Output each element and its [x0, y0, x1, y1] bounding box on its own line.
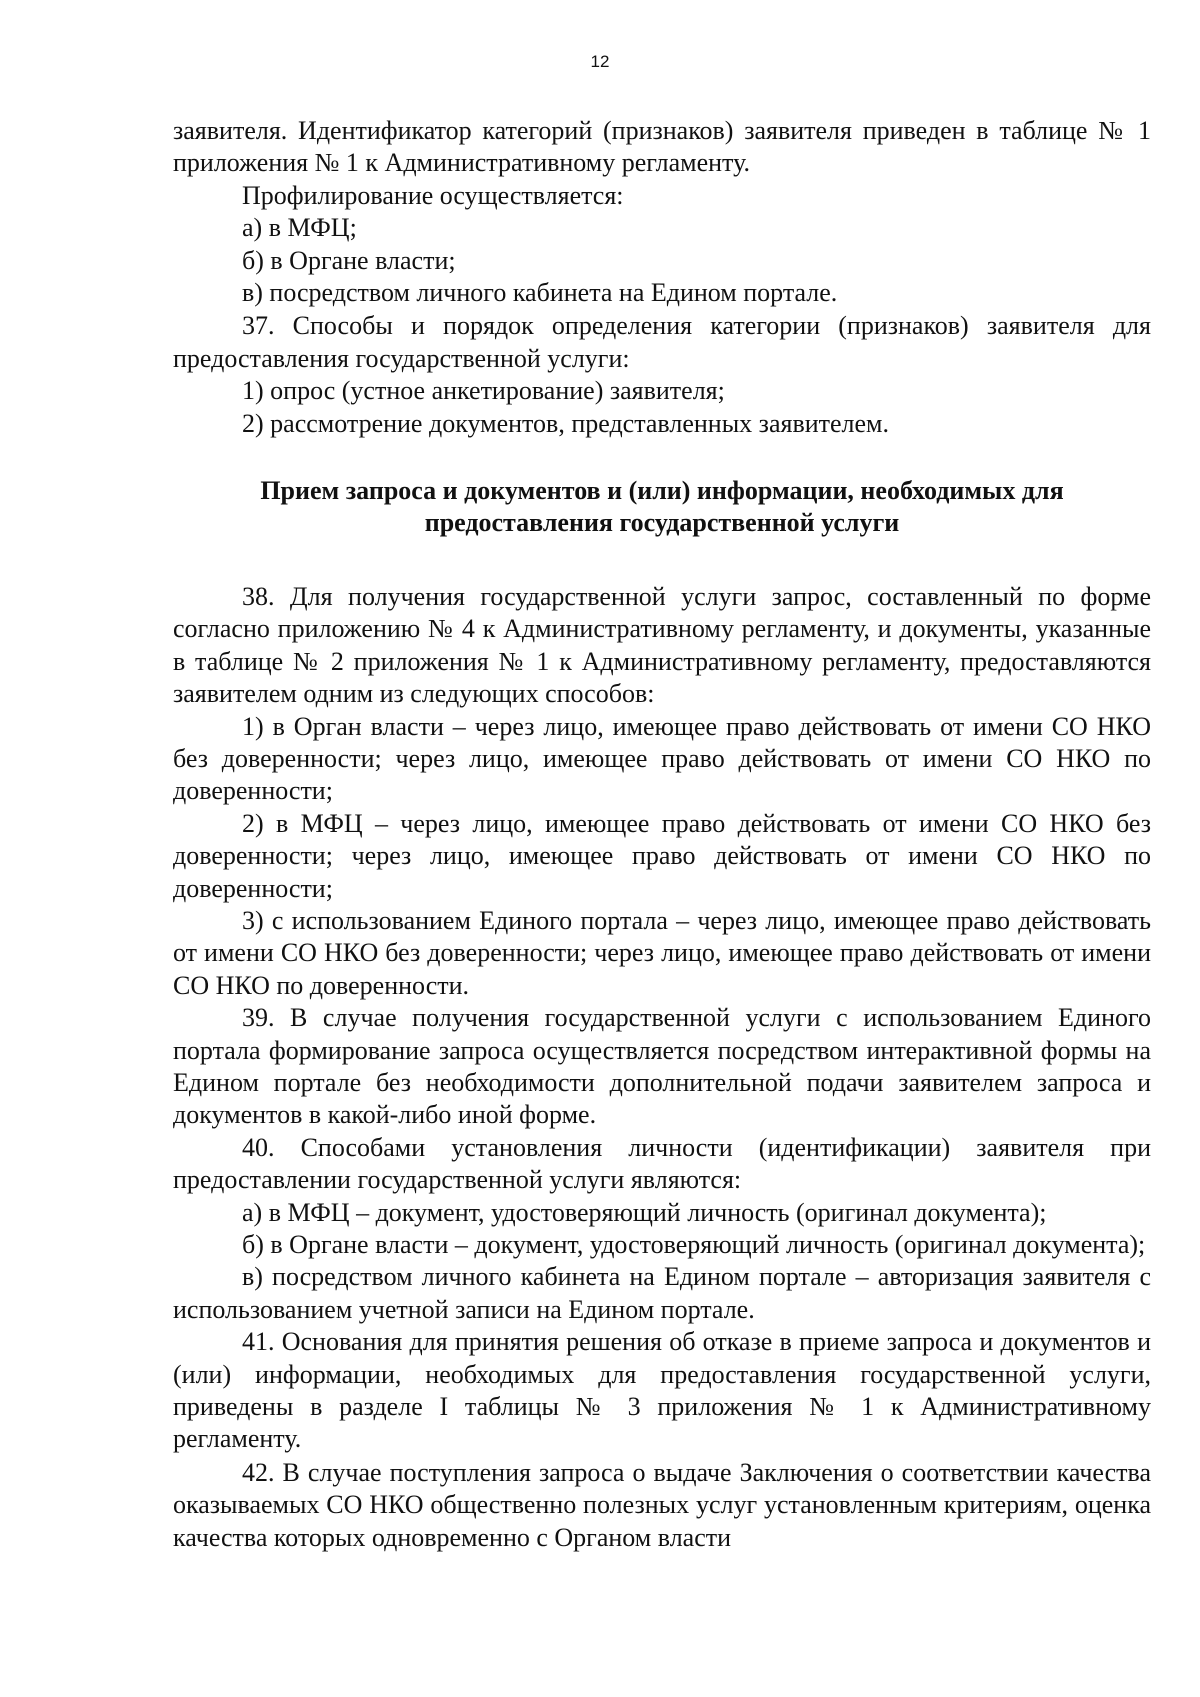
list-item-survey: 1) опрос (устное анкетирование) заявителя;: [242, 376, 725, 406]
page-number: 12: [590, 52, 610, 71]
document-body: [173, 115, 1151, 1554]
paragraph-continuation: заявителя. Идентификатор категорий (признаков) заявителя приведен в таблице № 1 приложения № 1 к Административному регламенту.: [173, 116, 1151, 178]
paragraph-37: 37. Способы и порядок определения категории (признаков) заявителя для предоставления государственной услуги:: [173, 311, 1151, 373]
paragraph-42: 42. В случае поступления запроса о выдаче Заключения о соответствии качества оказываемых СО НКО общественно полезных услуг установленным критериям, оценка качества которых одновременно с Органом власти: [173, 1457, 1151, 1552]
list-item-38-3: 3) с использованием Единого портала – через лицо, имеющее право действовать от имени СО НКО без доверенности; через лицо, имеющее право действовать от имени СО НКО по доверенности.: [173, 905, 1151, 1000]
list-item-40-a: а) в МФЦ – документ, удостоверяющий личность (оригинал документа);: [242, 1197, 1047, 1227]
list-item-mfc: а) в МФЦ;: [242, 213, 357, 243]
list-item-38-1: 1) в Орган власти – через лицо, имеющее право действовать от имени СО НКО без доверенности; через лицо, имеющее право действовать от имени СО НКО по доверенности;: [173, 711, 1151, 806]
list-item-40-v: в) посредством личного кабинета на Едином портале – авторизация заявителя с использованием учетной записи на Едином портале.: [173, 1262, 1151, 1324]
paragraph-39: 39. В случае получения государственной услуги с использованием Единого портала формирование запроса осуществляется посредством интерактивной формы на Едином портале без необходимости дополнительной подачи заявителем запроса и документов в какой-либо иной форме.: [173, 1003, 1151, 1130]
paragraph-38: 38. Для получения государственной услуги запрос, составленный по форме согласно приложению № 4 к Административному регламенту, и документы, указанные в таблице № 2 приложения № 1 к Административному регламенту, предоставляются заявителем одним из следующих способов:: [173, 581, 1151, 709]
list-item-documents-review: 2) рассмотрение документов, представленных заявителем.: [242, 408, 890, 438]
paragraph-profiling-intro: Профилирование осуществляется:: [242, 180, 624, 210]
list-item-authority: б) в Органе власти;: [242, 245, 456, 275]
section-heading-line-1: Прием запроса и документов и (или) информации, необходимых для: [260, 476, 1064, 506]
list-item-portal: в) посредством личного кабинета на Едином портале.: [242, 278, 838, 308]
section-heading: [173, 475, 1151, 540]
section-heading-line-2: предоставления государственной услуги: [424, 508, 900, 538]
paragraph-41: 41. Основания для принятия решения об отказе в приеме запроса и документов и (или) информации, необходимых для предоставления государственной услуги, приведены в разделе I таблицы № 3 приложения № 1 к Административному регламенту.: [173, 1327, 1151, 1454]
paragraph-40: 40. Способами установления личности (идентификации) заявителя при предоставлении государственной услуги являются:: [173, 1132, 1151, 1195]
list-item-38-2: 2) в МФЦ – через лицо, имеющее право действовать от имени СО НКО без доверенности; через лицо, имеющее право действовать от имени СО НКО по доверенности;: [173, 808, 1151, 903]
list-item-40-b: б) в Органе власти – документ, удостоверяющий личность (оригинал документа);: [242, 1230, 1146, 1259]
